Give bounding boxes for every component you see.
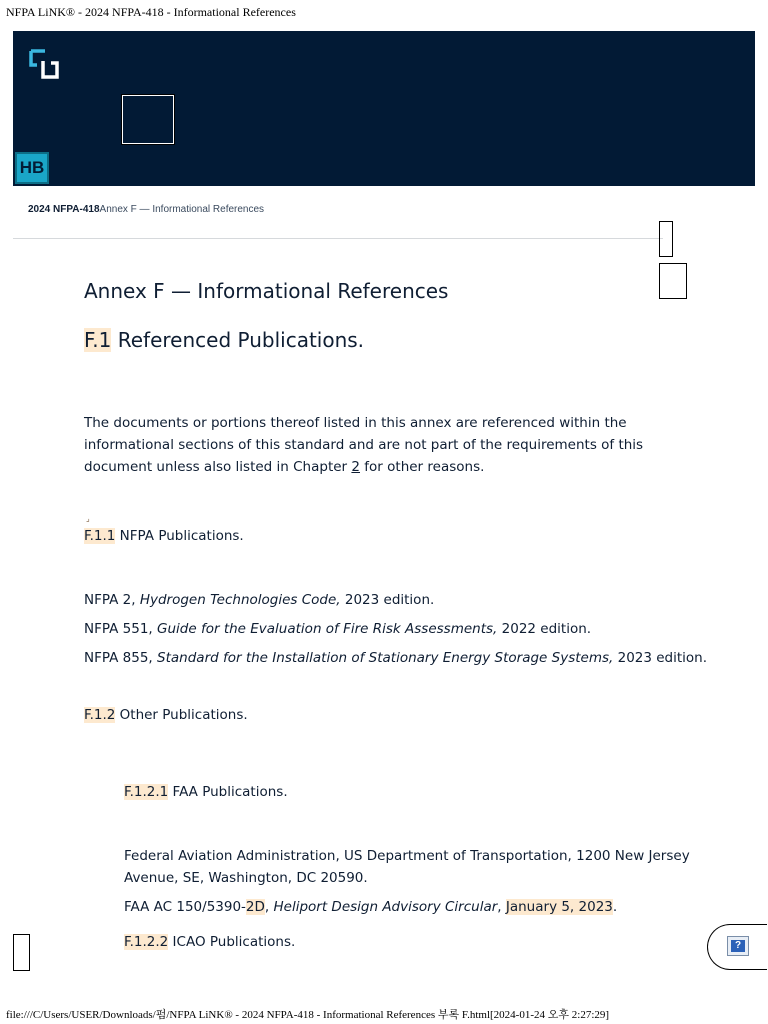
divider [13, 238, 663, 239]
footer-file-path: file:///C/Users/USER/Downloads/펌/NFPA LiNK® - 2024 NFPA-418 - Informational References 부록 F.html[2024-01-24 오후 2:27:29] [6, 1009, 610, 1021]
breadcrumb-code[interactable]: 2024 NFPA-418 [28, 204, 100, 215]
anchor-mark: ⌟ [86, 514, 90, 523]
reference-item [84, 650, 707, 666]
section-f1-title: Referenced Publications. [111, 328, 365, 352]
section-f121-number[interactable]: F.1.2.1 [124, 784, 169, 800]
faa-ref-comma: , [497, 899, 506, 915]
faa-ref-code: FAA AC 150/5390- [124, 899, 246, 915]
help-glyph: ? [731, 940, 745, 952]
section-f122-title: ICAO Publications. [168, 934, 296, 950]
ref-title: Guide for the Evaluation of Fire Risk Assessments, [157, 621, 498, 637]
faa-ref-date: January 5, 2023 [505, 899, 613, 915]
side-control-1[interactable] [659, 221, 673, 257]
reference-item [84, 592, 434, 608]
ref-edition: 2023 edition. [613, 650, 708, 666]
nfpa-link-logo-icon[interactable] [21, 47, 61, 83]
page-title: Annex F — Informational References [84, 279, 449, 303]
intro-text: The documents or portions thereof listed in this annex are referenced within the informational sections of this standard and are not part of the requirements of this document unless also listed in Chapter [84, 415, 644, 475]
section-f1-heading [84, 328, 364, 352]
intro-text-end: for other reasons. [360, 459, 485, 475]
window-title: NFPA LiNK® - 2024 NFPA-418 - Informational References [6, 5, 296, 19]
faa-ref-revision: 2D [245, 899, 265, 915]
section-f122-heading [124, 934, 295, 950]
side-control-2[interactable] [659, 263, 687, 299]
section-f12-heading [84, 707, 248, 723]
handbook-badge[interactable]: HB [15, 152, 49, 184]
section-f122-number[interactable]: F.1.2.2 [124, 934, 169, 950]
section-f12-number[interactable]: F.1.2 [84, 707, 116, 723]
faa-ref-end: . [612, 899, 618, 915]
header-banner [13, 31, 755, 186]
ref-code: NFPA 855, [84, 650, 158, 666]
section-f121-heading [124, 784, 288, 800]
section-f11-title: NFPA Publications. [115, 528, 244, 544]
section-f121-title: FAA Publications. [168, 784, 288, 800]
ref-title: Hydrogen Technologies Code, [139, 592, 341, 608]
banner-image-placeholder [122, 95, 174, 144]
breadcrumb-section: Annex F — Informational References [99, 204, 265, 215]
help-icon[interactable] [727, 936, 749, 956]
faa-reference [124, 899, 617, 915]
help-button[interactable] [707, 924, 767, 970]
reference-item [84, 621, 591, 637]
chapter-link[interactable]: 2 [351, 459, 360, 475]
section-f12-title: Other Publications. [115, 707, 248, 723]
section-f11-number[interactable]: F.1.1 [84, 528, 116, 544]
section-f1-number[interactable]: F.1 [84, 328, 112, 352]
intro-paragraph [84, 412, 654, 478]
breadcrumb [28, 204, 264, 215]
left-side-control[interactable] [13, 934, 30, 971]
section-f11-heading [84, 528, 244, 544]
ref-code: NFPA 551, [84, 621, 158, 637]
faa-ref-sep: , [264, 899, 274, 915]
faa-ref-title: Heliport Design Advisory Circular [273, 899, 498, 915]
ref-code: NFPA 2, [84, 592, 140, 608]
faa-address: Federal Aviation Administration, US Department of Transportation, 1200 New Jersey Avenue, SE, Washington, DC 20590. [124, 848, 690, 886]
ref-edition: 2023 edition. [340, 592, 435, 608]
ref-title: Standard for the Installation of Stationary Energy Storage Systems, [157, 650, 614, 666]
ref-edition: 2022 edition. [497, 621, 592, 637]
